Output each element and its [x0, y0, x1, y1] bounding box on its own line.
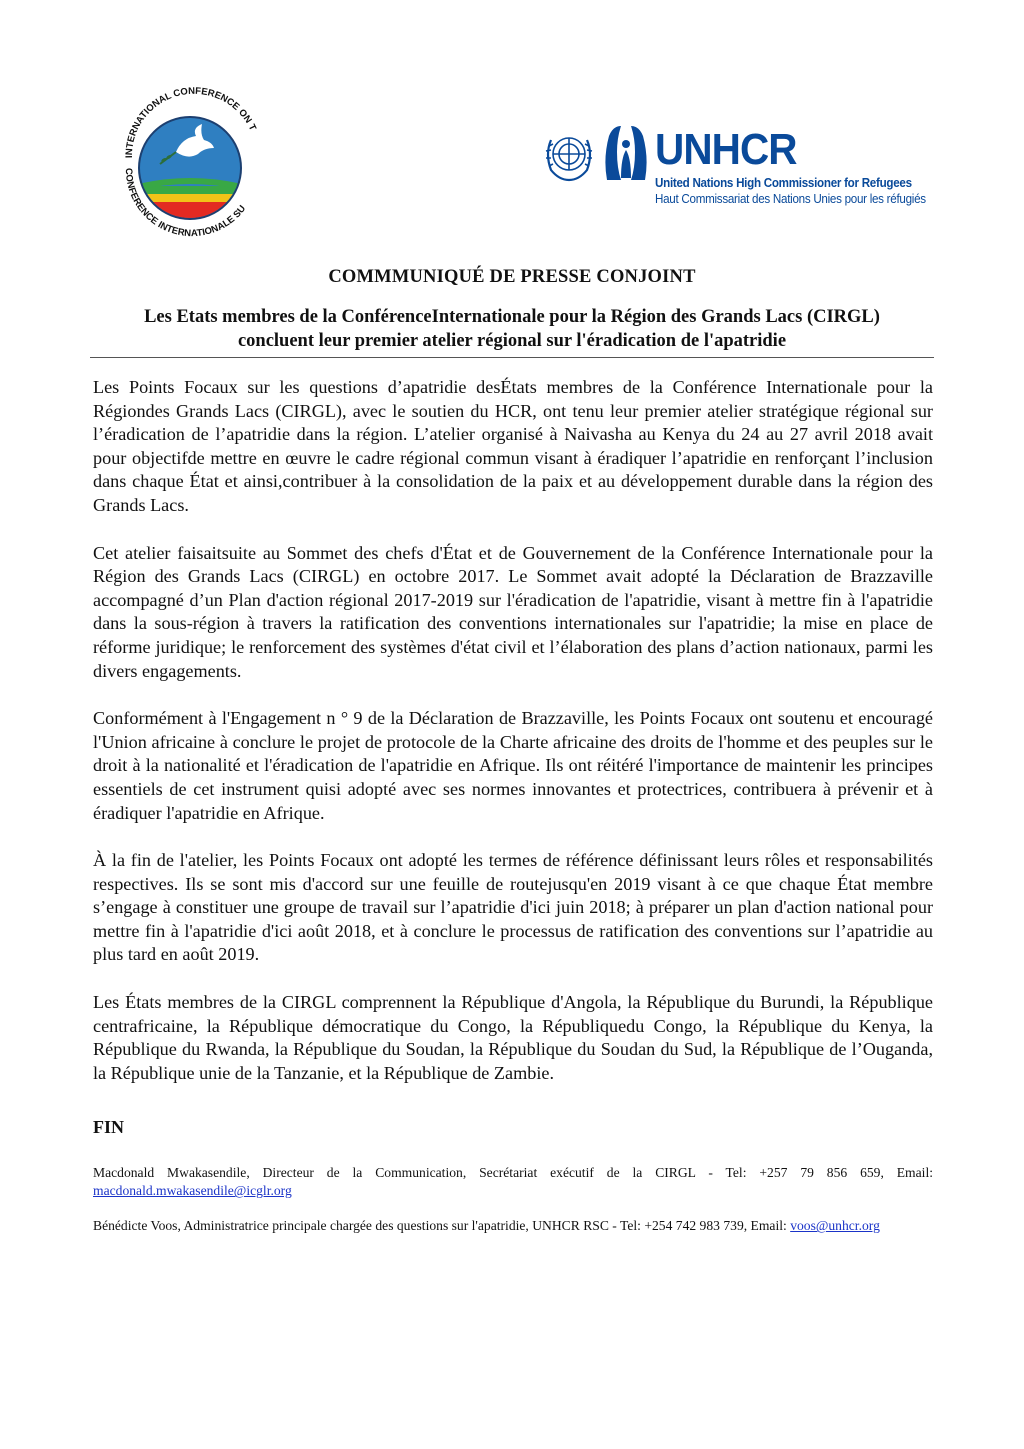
icglr-logo-text-top: INTERNATIONAL CONFERENCE ON T	[123, 85, 259, 159]
icglr-logo-text-bottom: CONFERENCE INTERNATIONALE SU	[122, 167, 249, 240]
unhcr-acronym: UNHCR	[655, 125, 797, 174]
unhcr-name-fr: Haut Commissariat des Nations Unies pour les réfugiés	[655, 192, 926, 206]
body-paragraph-5: Les États membres de la CIRGL comprennent la République d'Angola, la République du Burundi, la République centrafricaine, la République démocratique du Congo, la Républiquedu Congo, la République du Kenya, la République du Rwanda, la République du Soudan, la République du Soudan du Sud, la République de l’Ouganda, la République unie de la Tanzanie, et la République de Zambie.	[93, 992, 933, 1083]
end-marker: FIN	[93, 1117, 124, 1138]
body-paragraph-2: Cet atelier faisaitsuite au Sommet des chefs d'État et de Gouvernement de la Conférence Internationale pour la Région des Grands Lacs (CIRGL) en octobre 2017. Le Sommet avait adopté la Déclaration de Brazzaville accompagné d’un Plan d'action régional 2017-2019 sur l'éradication de l'apatridie, visant à mettre fin à l'apatridie dans la sous-région à travers la ratification des conventions internationales sur l'apatridie; la mise en place de réforme juridique; le renforcement des systèmes d'état civil et l’élaboration des plans d’action nationaux, parmi les divers engagements.	[93, 542, 933, 681]
unhcr-name-en: United Nations High Commissioner for Refugees	[655, 176, 912, 190]
contact-1-text: Macdonald Mwakasendile, Directeur de la Communication, Secrétariat exécutif de la CIRGL - Tel: +257 79 856 659, Email:	[93, 1165, 933, 1181]
un-emblem-icon	[545, 118, 655, 188]
unhcr-logo	[545, 118, 926, 210]
contact-1-email-link[interactable]: macdonald.mwakasendile@icglr.org	[93, 1183, 292, 1199]
body-paragraph-1: Les Points Focaux sur les questions d’apatridie desÉtats membres de la Conférence Internationale pour la Régiondes Grands Lacs (CIRGL), avec le soutien du HCR, ont tenu leur premier atelier stratégique régional sur l’éradication de l’apatridie dans la région. L’atelier organisé à Naivasha au Kenya du 24 au 27 avril 2018 avait pour objectifde mettre en œuvre le cadre régional commun visant à éradiquer l’apatridie en renforçant l’inclusion dans chaque État et ainsi,contribuer à la consolidation de la paix et au développement durable dans la région des Grands Lacs.	[93, 377, 933, 515]
contact-1	[93, 1164, 933, 1200]
headline-line-2: concluent leur premier atelier régional sur l'éradication de l'apatridie	[237, 331, 787, 351]
contact-2-email-link[interactable]: voos@unhcr.org	[790, 1218, 880, 1234]
contact-2	[93, 1217, 933, 1235]
body-paragraph-3: Conformément à l'Engagement n ° 9 de la Déclaration de Brazzaville, les Points Focaux ont soutenu et encouragé l'Union africaine à conclure le projet de protocole de la Charte africaine des droits de l'homme et des peuples sur le droit à la nationalité et l'éradication de l'apatridie en Afrique. Ils ont réitéré l'importance de maintenir les principes essentiels de cet instrument quisi adopté avec ses normes innovantes et protectrices, contribuera à prévenir et à éradiquer l'apatridie en Afrique.	[93, 708, 933, 823]
body-paragraph-4: À la fin de l'atelier, les Points Focaux ont adopté les termes de référence définissant leurs rôles et responsabilités respectives. Ils se sont mis d'accord sur une feuille de routejusqu'en 2019 visant à ce que chaque État membre s’engage à constituer une groupe de travail sur l’apatridie d'ici juin 2018; à préparer un plan d'action national pour mettre fin à l'apatridie d'ici août 2018, et à conclure le processus de ratification des conventions sur l’apatridie au plus tard en août 2019.	[93, 850, 933, 965]
headline-line-1: Les Etats membres de la ConférenceInternationale pour la Région des Grands Lacs (CIRGL)	[144, 307, 880, 327]
icglr-logo	[118, 68, 268, 243]
press-release-headline	[90, 305, 934, 358]
contact-2-text: Bénédicte Voos, Administratrice principale chargée des questions sur l'apatridie, UNHCR RSC - Tel: +254 742 983 739, Email:	[93, 1218, 787, 1234]
document-body	[93, 376, 933, 1252]
document-type-title: COMMMUNIQUÉ DE PRESSE CONJOINT	[328, 267, 696, 287]
